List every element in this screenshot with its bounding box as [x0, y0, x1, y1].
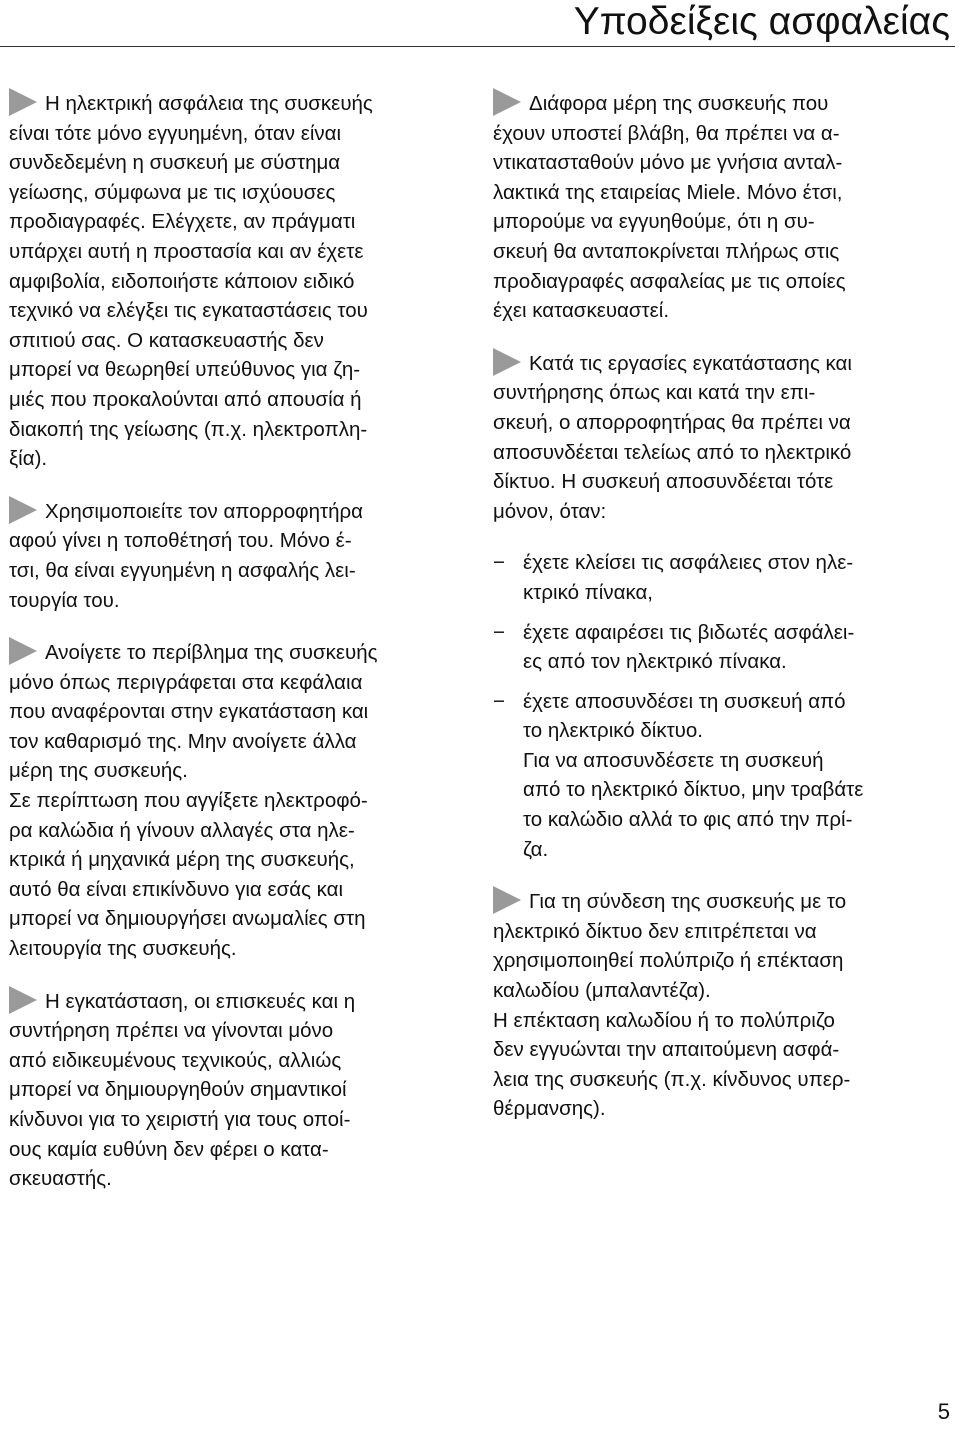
text-line-content: προδιαγραφές ασφαλείας με τις οποίες [493, 269, 846, 293]
text-line-content: έχει κατασκευαστεί. [493, 299, 670, 323]
list-item [493, 548, 945, 607]
text-line [9, 444, 467, 474]
text-line-content: συντήρησης όπως και κατά την επι- [493, 381, 816, 405]
left-column [9, 88, 467, 1216]
text-line-content: συνδεδεμένη η συσκευή με σύστημα [9, 151, 341, 175]
text-line-content: Η επέκταση καλωδίου ή το πολύπριζο [493, 1008, 835, 1032]
dash-bullet: − [493, 689, 505, 713]
text-line-content: τσι, θα είναι εγγυημένη η ασφαλής λει- [9, 558, 356, 582]
text-line [493, 1065, 945, 1095]
text-line-content: μόνον, όταν: [493, 499, 607, 523]
text-line-content: Κατά τις εργασίες εγκατάστασης και [529, 351, 852, 375]
paragraph-housing [9, 637, 467, 964]
text-line: Για να αποσυνδέσετε τη συσκευή [523, 748, 824, 772]
text-line [9, 637, 467, 668]
text-line-content: μόνο όπως περιγράφεται στα κεφάλαια [9, 670, 363, 694]
text-line [493, 88, 945, 119]
list-item [493, 618, 945, 677]
text-line-content: ντικατασταθούν μόνο με γνήσια ανταλ- [493, 151, 843, 175]
text-line [9, 786, 467, 816]
text-line-content: ξία). [9, 447, 48, 471]
text-line [9, 697, 467, 727]
text-line: από το ηλεκτρικό δίκτυο, μην τραβάτε [523, 778, 864, 802]
text-line [493, 296, 945, 326]
text-line-content: σπιτιού σας. Ο κατασκευαστής δεν [9, 328, 324, 352]
text-line [493, 467, 945, 497]
text-line-content: δεν εγγυώνται την απαιτούμενη ασφά- [493, 1038, 840, 1062]
text-line [9, 496, 467, 527]
text-line [493, 267, 945, 297]
text-line [9, 267, 467, 297]
text-line [493, 378, 945, 408]
text-line: κτρικό πίνακα, [523, 580, 654, 604]
text-line-content: συντήρηση πρέπει να γίνονται μόνο [9, 1019, 334, 1043]
triangle-bullet-icon [9, 986, 37, 1014]
text-line-content: καλωδίου (μπαλαντέζα). [493, 979, 711, 1003]
text-line [493, 408, 945, 438]
text-line-content: σκευή θα ανταποκρίνεται πλήρως στις [493, 239, 840, 263]
triangle-bullet-icon [493, 348, 521, 376]
text-line-content: μπορούμε να εγγυηθούμε, ότι η συ- [493, 210, 815, 234]
text-line [493, 148, 945, 178]
text-line-content: μιές που προκαλούνται από απουσία ή [9, 387, 362, 411]
triangle-bullet-icon [9, 637, 37, 665]
text-line-content: Ανοίγετε το περίβλημα της συσκευής [45, 641, 378, 665]
paragraph-spare-parts [493, 88, 945, 326]
text-line-content: αποσυνδέεται τελείως από το ηλεκτρικό [493, 440, 852, 464]
text-line: ες από τον ηλεκτρικό πίνακα. [523, 650, 787, 674]
paragraph-qualified-technicians [9, 986, 467, 1194]
text-line-content: ηλεκτρικό δίκτυο δεν επιτρέπεται να [493, 919, 817, 943]
text-line [493, 348, 945, 379]
paragraph-no-extension [493, 886, 945, 1124]
text-line [493, 438, 945, 468]
paragraph-grounding [9, 88, 467, 474]
triangle-bullet-icon [493, 886, 521, 914]
triangle-bullet-icon [9, 496, 37, 524]
text-line [9, 1016, 467, 1046]
text-line-content: Σε περίπτωση που αγγίξετε ηλεκτροφό- [9, 789, 368, 813]
text-line-content: μπορεί να δημιουργήσει ανωμαλίες στη [9, 907, 366, 931]
text-line [9, 816, 467, 846]
text-line [493, 207, 945, 237]
text-line [9, 556, 467, 586]
text-line-content: έχουν υποστεί βλάβη, θα πρέπει να α- [493, 121, 840, 145]
text-line-content: μπορεί να θεωρηθεί υπεύθυνος για ζη- [9, 358, 361, 382]
page-title: Υποδείξεις ασφαλείας [573, 0, 950, 43]
text-line [493, 497, 945, 527]
text-line [9, 904, 467, 934]
text-line [9, 296, 467, 326]
text-line-content: κίνδυνοι για το χειριστή για τους οποί- [9, 1108, 351, 1131]
text-line-content: δίκτυο. Η συσκευή αποσυνδέεται τότε [493, 470, 834, 494]
text-line [493, 1094, 945, 1124]
text-line-content: Χρησιμοποιείτε τον απορροφητήρα [45, 499, 363, 523]
text-line [493, 976, 945, 1006]
triangle-bullet-icon [9, 88, 37, 116]
text-line-content: είναι τότε μόνο εγγυημένη, όταν είναι [9, 121, 342, 145]
text-line-content: λεια της συσκευής (π.χ. κίνδυνος υπερ- [493, 1067, 851, 1091]
text-line-content: τεχνικό να ελέγξει τις εγκαταστάσεις του [9, 299, 368, 323]
triangle-bullet-icon [493, 88, 521, 116]
text-line [493, 946, 945, 976]
text-line [9, 88, 467, 119]
text-line-content: σκευαστής. [9, 1167, 112, 1191]
text-line [9, 1135, 467, 1165]
text-line-content: αυτό θα είναι επικίνδυνο για εσάς και [9, 877, 344, 901]
text-line-content: Για τη σύνδεση της συσκευής με το [529, 890, 847, 914]
text-line-content: λειτουργία της συσκευής. [9, 937, 237, 961]
text-line: έχετε αποσυνδέσει τη συσκευή από [523, 689, 846, 713]
text-line [9, 845, 467, 875]
text-line [9, 756, 467, 786]
text-line [9, 1105, 467, 1135]
text-line-content: σκευή, ο απορροφητήρας θα πρέπει να [493, 410, 851, 434]
text-line [493, 178, 945, 208]
text-line [493, 237, 945, 267]
disconnect-conditions-list [493, 548, 945, 864]
text-line [493, 1006, 945, 1036]
text-line [9, 986, 467, 1017]
text-line [9, 178, 467, 208]
text-line-content: μπορεί να δημιουργηθούν σημαντικοί [9, 1078, 347, 1102]
text-line [493, 886, 945, 917]
text-line [9, 148, 467, 178]
page-number: 5 [937, 1399, 950, 1424]
text-line-content: κτρικά ή μηχανικά μέρη της συσκευής, [9, 848, 355, 872]
text-line-content: θέρμανσης). [493, 1097, 606, 1121]
text-line [9, 326, 467, 356]
text-line [493, 119, 945, 149]
paragraph-disconnect [493, 348, 945, 527]
dash-bullet: − [493, 620, 505, 644]
text-line-content: τουργία του. [9, 588, 120, 612]
text-line: ζα. [523, 837, 549, 861]
text-line-content: προδιαγραφές. Ελέγχετε, αν πράγματι [9, 210, 356, 234]
text-line-content: μέρη της συσκευής. [9, 759, 188, 783]
text-line [9, 415, 467, 445]
text-line [9, 237, 467, 267]
text-line [493, 1035, 945, 1065]
text-line-content: γείωσης, σύμφωνα με τις ισχύουσες [9, 180, 336, 204]
text-line-content: που αναφέρονται στην εγκατάσταση και [9, 700, 369, 724]
text-line-content: λακτικά της εταιρείας Miele. Μόνο έτσι, [493, 180, 843, 204]
text-line-content: χρησιμοποιηθεί πολύπριζο ή επέκταση [493, 949, 844, 973]
text-line [9, 1164, 467, 1194]
text-line-content: διακοπή της γείωσης (π.χ. ηλεκτροπλη- [9, 417, 368, 441]
text-line-content: ους καμία ευθύνη δεν φέρει ο κατα- [9, 1137, 329, 1161]
header-rule [0, 46, 955, 47]
text-line: έχετε κλείσει τις ασφάλειες στον ηλε- [523, 551, 854, 575]
dash-bullet: − [493, 551, 505, 575]
text-line: το ηλεκτρικό δίκτυο. [523, 719, 703, 743]
text-line [9, 385, 467, 415]
text-line-content: Η ηλεκτρική ασφάλεια της συσκευής [45, 92, 373, 115]
text-line [9, 526, 467, 556]
text-line-content: αμφιβολία, ειδοποιήστε κάποιον ειδικό [9, 269, 355, 293]
text-line [9, 586, 467, 616]
text-line-content: Η εγκατάσταση, οι επισκευές και η [45, 989, 356, 1013]
text-line [9, 355, 467, 385]
text-line-content: από ειδικευμένους τεχνικούς, αλλιώς [9, 1048, 342, 1072]
text-line-content: τον καθαρισμό της. Μην ανοίγετε άλλα [9, 729, 357, 753]
text-line [9, 207, 467, 237]
paragraph-use-after-installation [9, 496, 467, 615]
text-line [9, 875, 467, 905]
text-line [9, 1075, 467, 1105]
list-item [493, 687, 945, 865]
text-line [9, 1046, 467, 1076]
text-line [9, 119, 467, 149]
text-line: έχετε αφαιρέσει τις βιδωτές ασφάλει- [523, 620, 855, 644]
text-line-content: υπάρχει αυτή η προστασία και αν έχετε [9, 239, 364, 263]
text-line [493, 917, 945, 947]
text-line: το καλώδιο αλλά το φις από την πρί- [523, 808, 853, 832]
text-line [9, 934, 467, 964]
text-line-content: ρα καλώδια ή γίνουν αλλαγές στα ηλε- [9, 818, 355, 842]
text-line-content: Διάφορα μέρη της συσκευής που [529, 92, 829, 115]
text-line [9, 668, 467, 698]
right-column [493, 88, 945, 1146]
text-line [9, 727, 467, 757]
text-line-content: αφού γίνει η τοποθέτησή του. Μόνο έ- [9, 529, 352, 553]
